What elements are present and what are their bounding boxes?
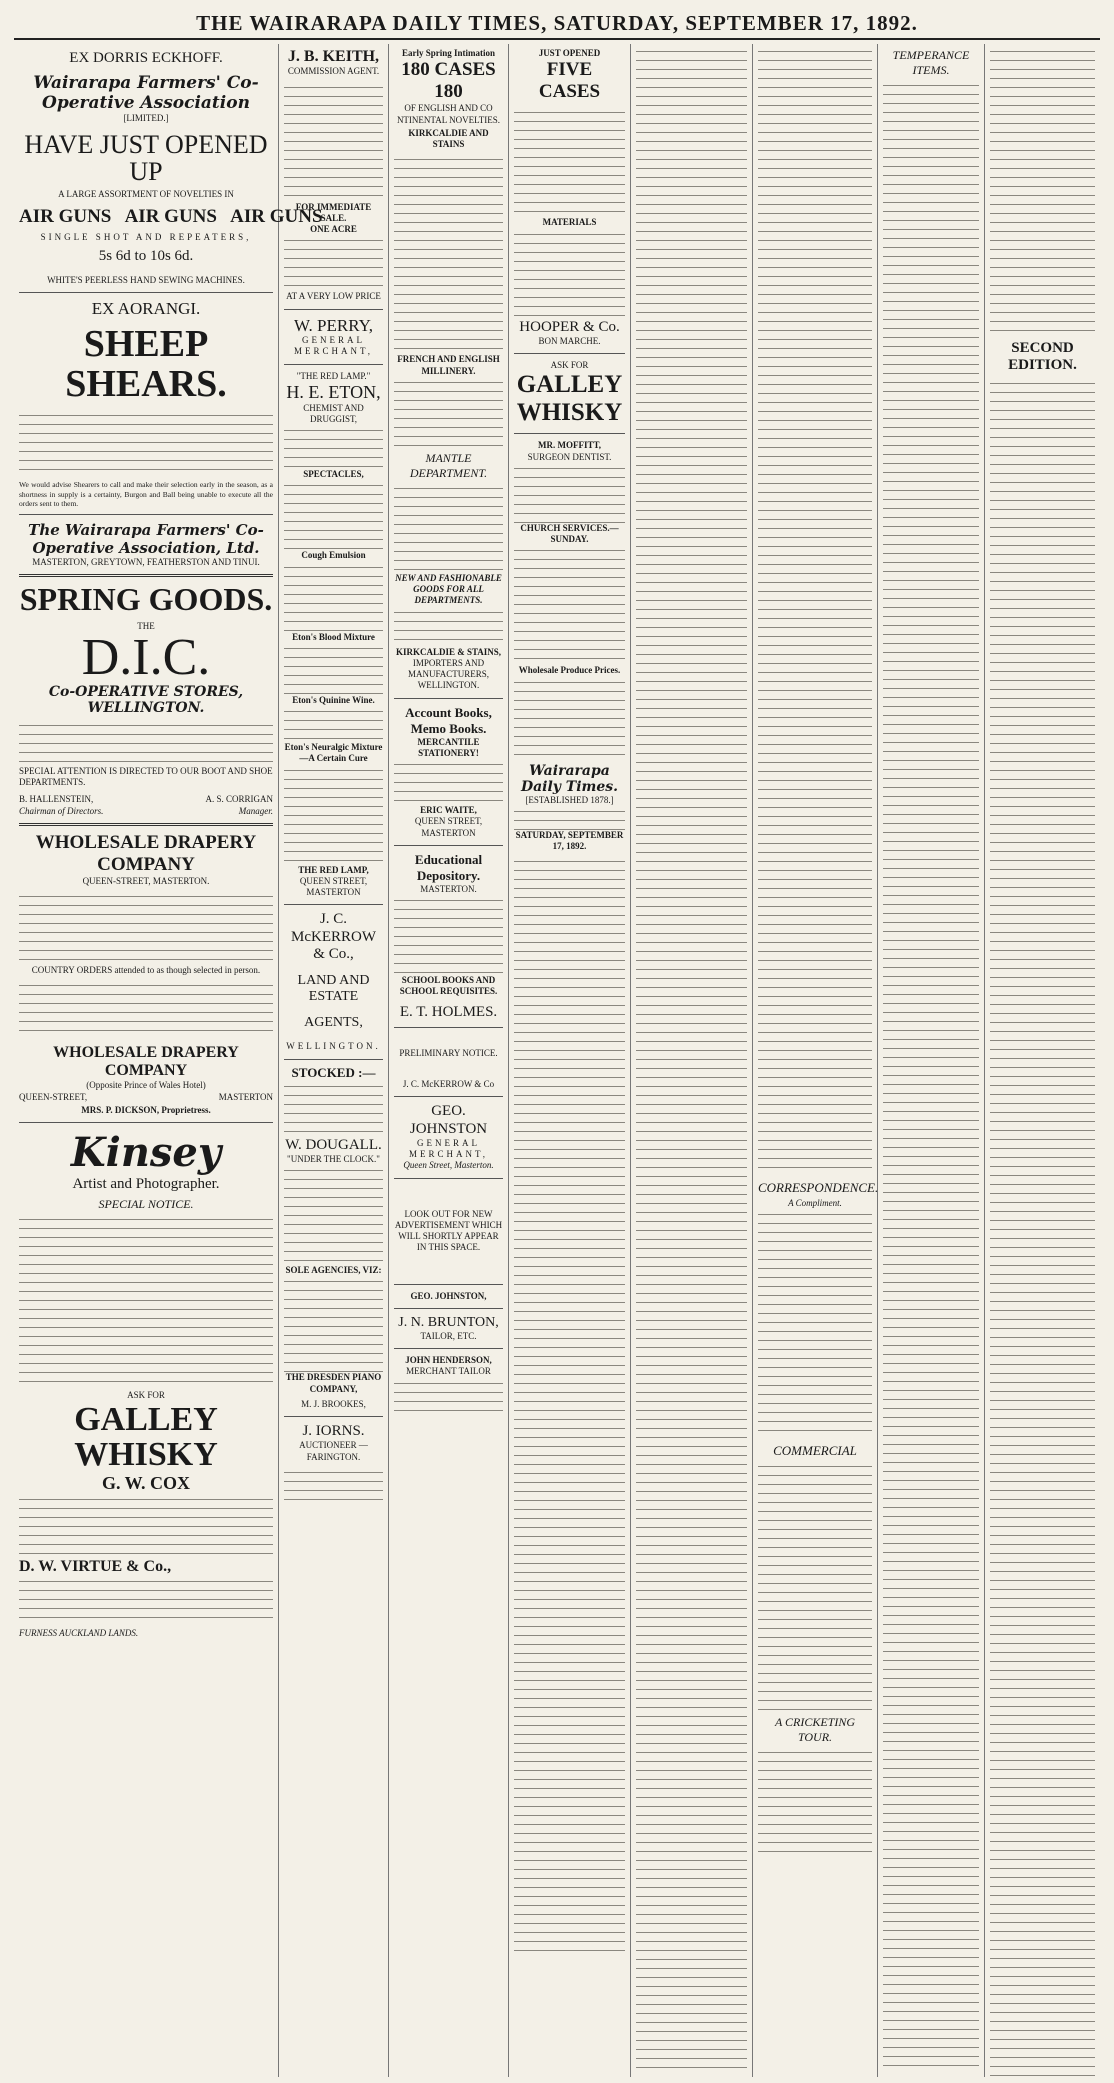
moffitt: MR. MOFFITT, — [537, 440, 602, 451]
whisky-4: WHISKY — [516, 399, 623, 427]
early-spring: Early Spring Intimation — [401, 48, 495, 58]
lookout-notice: LOOK OUT FOR NEW ADVERTISEMENT WHICH WILL SHORTLY APPEAR IN THIS SPACE. — [394, 1208, 503, 1253]
merchant-tailor: MERCHANT TAILOR — [406, 1366, 491, 1377]
whisky-heading: WHISKY — [74, 1436, 218, 1474]
queen-street-3: QUEEN STREET, MASTERTON — [414, 816, 483, 838]
wellington-3: WELLINGTON. — [417, 680, 480, 691]
mantle-dept: MANTLE DEPARTMENT. — [409, 450, 488, 480]
correspondence-heading: CORRESPONDENCE. — [758, 1180, 879, 1195]
mercantile-stationery: MERCANTILE STATIONERY! — [417, 736, 480, 758]
aorangi-heading: EX AORANGI. — [91, 299, 201, 319]
sheep-shears-heading: SHEEP SHEARS. — [65, 322, 227, 405]
dresden-piano: THE DRESDEN PIANO COMPANY, — [285, 1372, 382, 1394]
immediate-sale: FOR IMMEDIATE SALE. — [295, 201, 372, 223]
column-1 — [14, 44, 323, 2077]
opened-heading: HAVE JUST OPENED UP — [24, 129, 268, 186]
air-guns-line: AIR GUNS AIR GUNS AIR GUNS — [19, 206, 323, 228]
geo-johnston: GEO. JOHNSTON — [409, 1103, 488, 1137]
novelties-line: A LARGE ASSORTMENT OF NOVELTIES IN — [58, 189, 234, 200]
virtue-body — [19, 1576, 273, 1624]
columns — [14, 44, 1100, 2077]
one-acre: ONE ACRE — [310, 224, 357, 235]
artist-heading: Artist and Photographer. — [72, 1176, 220, 1193]
branches: MASTERTON, GREYTOWN, FEATHERSTON AND TINUI. — [32, 556, 260, 567]
column-6 — [753, 44, 878, 2077]
millinery-body — [394, 377, 503, 447]
shearers-notice: We would advise Shearers to call and make their selection early in the season, as a shortness in supply is a certainty, Burgon and Ball being unable to execute all the orders sent to them. — [19, 480, 273, 508]
spectacles: SPECTACLES, — [303, 469, 364, 480]
cough-emulsion: Cough Emulsion — [301, 550, 366, 561]
eton-body-2 — [284, 480, 383, 550]
geo-johnston-2: GEO. JOHNSTON, — [410, 1290, 487, 1301]
commission-agent: COMMISSION AGENT. — [287, 66, 380, 77]
cox-heading: G. W. COX — [101, 1473, 191, 1494]
five-cases: FIVE CASES — [538, 59, 601, 103]
iorns-heading: J. IORNS. — [302, 1423, 365, 1440]
temperance-body — [883, 80, 979, 2070]
compliment-heading: A Compliment. — [788, 1198, 842, 1208]
queen-street: QUEEN-STREET, MASTERTON. — [82, 875, 210, 886]
brunton: J. N. BRUNTON, — [398, 1314, 499, 1330]
holmes-heading: E. T. HOLMES. — [399, 1003, 498, 1020]
single-shot-line: SINGLE SHOT AND REPEATERS, — [40, 232, 252, 243]
surgeon-dentist: SURGEON DENTIST. — [527, 451, 612, 462]
second-edition-heading: SECOND EDITION. — [1008, 340, 1077, 373]
fashionable-goods: NEW AND FASHIONABLE GOODS FOR ALL DEPARTMENTS. — [395, 572, 502, 606]
importers: IMPORTERS AND MANUFACTURERS, — [407, 657, 490, 679]
cricket-heading: A CRICKETING TOUR. — [774, 1715, 856, 1745]
limited-label: [LIMITED.] — [123, 113, 169, 124]
commercial-body — [758, 1461, 872, 1711]
galley-heading: GALLEY — [74, 1400, 218, 1438]
low-price: AT A VERY LOW PRICE — [286, 291, 381, 302]
the-label: THE — [137, 620, 155, 631]
account-books: Account Books, Memo Books. — [405, 704, 492, 736]
address-line: QUEEN-STREET, MASTERTON — [19, 1091, 273, 1102]
henderson-body — [394, 1378, 503, 1418]
educational-body — [394, 895, 503, 975]
signatures — [19, 794, 273, 817]
church-services: CHURCH SERVICES.—SUNDAY. — [520, 522, 619, 544]
column-5 — [631, 44, 753, 2077]
cricket-body — [758, 1747, 872, 1857]
masterton-3: MASTERTON. — [420, 883, 477, 894]
eton-body-6 — [284, 765, 383, 865]
second-edition-body — [990, 378, 1095, 2078]
quinine-wine: Eton's Quinine Wine. — [292, 694, 375, 705]
wellington: WELLINGTON. — [286, 1041, 381, 1052]
sewing-machines: WHITE'S PEERLESS HAND SEWING MACHINES. — [47, 274, 245, 285]
chemist-line: CHEMIST AND DRUGGIST, — [303, 402, 364, 424]
news-column-8a — [990, 46, 1095, 336]
mckerrow-3: J. C. McKERROW & Co — [402, 1079, 495, 1089]
blood-mixture: Eton's Blood Mixture — [292, 631, 375, 642]
brookes: M. J. BROOKES, — [301, 1398, 366, 1409]
sale-body — [284, 235, 383, 291]
mckerrow-heading: J. C. McKERROW & Co., — [291, 911, 376, 962]
news-column-6 — [758, 46, 872, 1176]
materials-body — [514, 229, 625, 319]
general-merchant: GENERAL MERCHANT, — [293, 335, 374, 357]
iorns-body — [284, 1467, 383, 1507]
agencies-body — [284, 1276, 383, 1372]
dic-subheading: Co-OPERATIVE STORES, WELLINGTON. — [48, 683, 244, 716]
kirkcaldie-body — [394, 154, 503, 354]
sole-agencies: SOLE AGENCIES, VIZ: — [285, 1265, 382, 1276]
stocked-heading: STOCKED :— — [291, 1064, 376, 1080]
motto — [514, 806, 625, 830]
queen-street-masterton: Queen Street, Masterton. — [403, 1160, 494, 1171]
masthead: THE WAIRARAPA DAILY TIMES, SATURDAY, SEPTEMBER 17, 1892. — [14, 8, 1100, 40]
commercial-heading: COMMERCIAL — [773, 1443, 857, 1459]
auckland-line: FURNESS AUCKLAND LANDS. — [19, 1628, 139, 1639]
wholesale-heading: WHOLESALE DRAPERY COMPANY — [35, 831, 257, 875]
saturday-date: SATURDAY, SEPTEMBER 17, 1892. — [515, 829, 624, 851]
assoc-name: Wairarapa Farmers' Co-Operative Association — [33, 73, 259, 114]
column-3 — [389, 44, 509, 2077]
shears-list — [19, 410, 273, 474]
virtue-heading: D. W. VIRTUE & Co., — [19, 1557, 172, 1575]
column-8 — [985, 44, 1100, 2077]
ask-for: ASK FOR — [127, 1390, 165, 1401]
special-notice: SPECIAL NOTICE. — [98, 1197, 194, 1212]
church-body — [514, 545, 625, 665]
corrigan-sig: A. S. CORRIGAN Manager. — [205, 794, 273, 816]
fashionable-body — [394, 607, 503, 647]
kirkcaldie-2: KIRKCALDIE & STAINS, — [395, 646, 502, 657]
keith-body — [284, 82, 383, 202]
under-clock: "UNDER THE CLOCK." — [287, 1153, 380, 1164]
agents: AGENTS, — [304, 1015, 363, 1031]
ask-for-4: ASK FOR — [550, 360, 589, 370]
just-opened: JUST OPENED — [538, 48, 601, 58]
cox-body — [19, 1494, 273, 1554]
eton-body — [284, 425, 383, 469]
eton-body-5 — [284, 706, 383, 742]
dougall-body — [284, 1165, 383, 1265]
column-2 — [279, 44, 389, 2077]
novelties-line: OF ENGLISH AND CO NTINENTAL NOVELTIES. — [396, 103, 501, 125]
queen-street-2: QUEEN STREET, MASTERTON — [299, 875, 368, 898]
dic-heading: D.I.C. — [81, 628, 211, 686]
school-books: SCHOOL BOOKS AND SCHOOL REQUISITES. — [399, 975, 498, 997]
correspondence-body — [758, 1209, 872, 1439]
assoc-name-2: The Wairarapa Farmers' Co-Operative Association, Ltd. — [28, 520, 264, 557]
cases-heading: 180 CASES 180 — [401, 59, 496, 103]
column-7 — [878, 44, 985, 2077]
stationery-body — [394, 759, 503, 805]
perry-heading: W. PERRY, — [294, 315, 373, 335]
produce-body — [514, 677, 625, 757]
auctioneer: AUCTIONEER — FARINGTON. — [299, 1440, 368, 1462]
daily-times-title: Wairarapa Daily Times. — [520, 762, 619, 795]
hallenstein-sig: B. HALLENSTEIN, Chairman of Directors. — [19, 794, 104, 816]
educational-depository: Educational Depository. — [414, 851, 483, 883]
materials: MATERIALS — [542, 217, 597, 228]
general-merchant-3: GENERAL MERCHANT, — [408, 1137, 489, 1159]
kinsey-body — [19, 1214, 273, 1384]
produce-prices: Wholesale Produce Prices. — [518, 665, 621, 676]
dic-body — [19, 720, 273, 762]
galley-4: GALLEY — [516, 371, 623, 399]
cases-body — [514, 107, 625, 217]
mantle-body — [394, 483, 503, 573]
country-orders: COUNTRY ORDERS attended to as though selected in person. — [31, 965, 261, 976]
eton-heading: H. E. ETON, — [286, 381, 381, 402]
wholesale-body-2 — [19, 980, 273, 1038]
news-column-5 — [636, 46, 747, 2076]
eckhoff-heading: EX DORRIS ECKHOFF. — [69, 50, 223, 66]
wholesale-body — [19, 891, 273, 961]
kinsey-logo: Kinsey — [70, 1129, 222, 1177]
keith-heading: J. B. KEITH, — [287, 48, 380, 65]
red-lamp-2: THE RED LAMP, — [298, 864, 369, 875]
eton-body-3 — [284, 562, 383, 632]
gun-price: 5s 6d to 10s 6d. — [98, 247, 194, 264]
red-lamp: "THE RED LAMP." — [296, 370, 371, 381]
neuralgic-mixture: Eton's Neuralgic Mixture—A Certain Cure — [284, 742, 383, 764]
wdc-heading: WHOLESALE DRAPERY COMPANY — [53, 1044, 239, 1080]
editorial-body — [514, 856, 625, 1956]
tailor: TAILOR, ETC. — [420, 1330, 477, 1341]
dougall-heading: W. DOUGALL. — [285, 1136, 382, 1153]
moffitt-body — [514, 463, 625, 523]
bon-marche: BON MARCHE. — [538, 335, 601, 346]
stocked-body — [284, 1081, 383, 1137]
column-4 — [509, 44, 631, 2077]
dickson-line: MRS. P. DICKSON, Proprietress. — [81, 1104, 211, 1115]
eric-waite: ERIC WAITE, — [420, 805, 477, 815]
eton-body-4 — [284, 643, 383, 695]
kirkcaldie-heading: KIRKCALDIE AND STAINS — [408, 127, 489, 149]
special-attention: SPECIAL ATTENTION IS DIRECTED TO OUR BOOT AND SHOE DEPARTMENTS. — [19, 765, 273, 788]
preliminary-notice: PRELIMINARY NOTICE. — [399, 1047, 498, 1058]
land-estate: LAND AND ESTATE — [297, 973, 370, 1005]
opposite-line: (Opposite Prince of Wales Hotel) — [86, 1080, 206, 1091]
hooper-heading: HOOPER & Co. — [519, 318, 620, 335]
established: [ESTABLISHED 1878.] — [525, 794, 614, 805]
temperance-heading: TEMPERANCE ITEMS. — [892, 48, 970, 77]
spring-goods-heading: SPRING GOODS. — [19, 581, 273, 618]
henderson: JOHN HENDERSON, — [405, 1355, 492, 1366]
french-millinery: FRENCH AND ENGLISH MILLINERY. — [397, 354, 500, 376]
